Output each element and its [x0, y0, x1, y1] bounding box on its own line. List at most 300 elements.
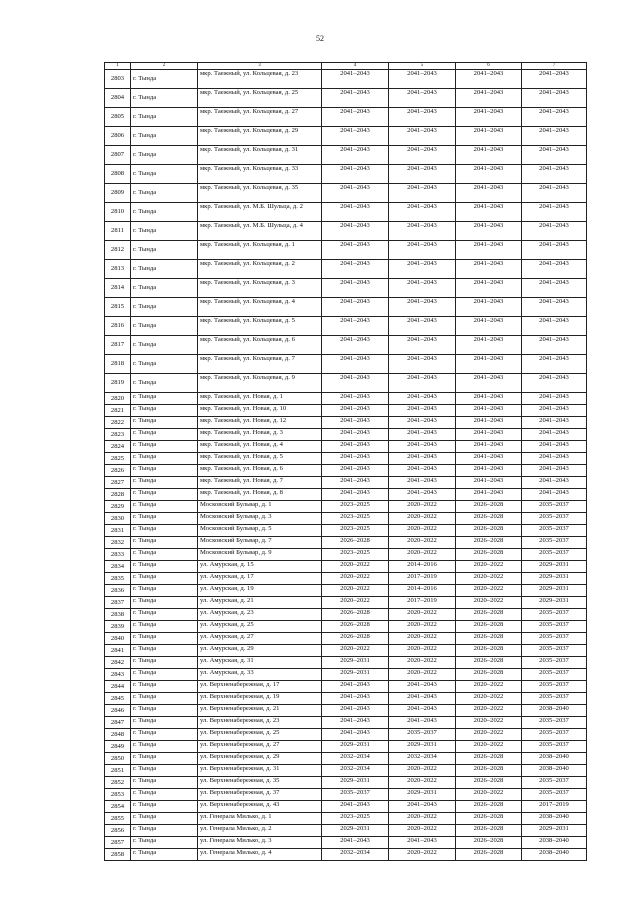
period-col4-cell: 2041–2043 [322, 393, 389, 405]
period-col5-cell: 2014–2016 [389, 585, 456, 597]
table-row [105, 681, 587, 693]
period-col5-cell: 2041–2043 [389, 203, 456, 222]
row-number-cell: 2858 [105, 849, 131, 861]
city-cell: г. Тында [131, 127, 198, 146]
header-cell: 2 [131, 63, 198, 70]
period-col6-cell: 2041–2043 [456, 127, 522, 146]
period-col7-cell: 2041–2043 [522, 465, 587, 477]
period-col6-cell: 2041–2043 [456, 393, 522, 405]
period-col7-cell: 2041–2043 [522, 165, 587, 184]
address-cell: мкр. Таежный, ул. Новая, д. 12 [198, 417, 322, 429]
period-col6-cell: 2020–2022 [456, 729, 522, 741]
period-col6-cell: 2041–2043 [456, 241, 522, 260]
address-cell: Московский Бульвар, д. 7 [198, 537, 322, 549]
period-col4-cell: 2041–2043 [322, 681, 389, 693]
period-col4-cell: 2041–2043 [322, 717, 389, 729]
period-col6-cell: 2041–2043 [456, 184, 522, 203]
period-col6-cell: 2020–2022 [456, 741, 522, 753]
row-number-cell: 2821 [105, 405, 131, 417]
period-col5-cell: 2041–2043 [389, 681, 456, 693]
table-row [105, 429, 587, 441]
period-col4-cell: 2029–2031 [322, 741, 389, 753]
table-row [105, 729, 587, 741]
row-number-cell: 2844 [105, 681, 131, 693]
table-row [105, 597, 587, 609]
address-cell: мкр. Таежный, ул. Новая, д. 3 [198, 429, 322, 441]
row-number-cell: 2828 [105, 489, 131, 501]
period-col5-cell: 2041–2043 [389, 298, 456, 317]
period-col7-cell: 2041–2043 [522, 146, 587, 165]
period-col7-cell: 2035–2037 [522, 609, 587, 621]
period-col5-cell: 2017–2019 [389, 597, 456, 609]
table-row [105, 374, 587, 393]
table-row [105, 657, 587, 669]
period-col4-cell: 2023–2025 [322, 549, 389, 561]
city-cell: г. Тында [131, 585, 198, 597]
period-col4-cell: 2026–2028 [322, 537, 389, 549]
row-number-cell: 2850 [105, 753, 131, 765]
period-col6-cell: 2041–2043 [456, 405, 522, 417]
header-cell: 4 [322, 63, 389, 70]
row-number-cell: 2827 [105, 477, 131, 489]
city-cell: г. Тында [131, 477, 198, 489]
period-col6-cell: 2026–2028 [456, 777, 522, 789]
period-col4-cell: 2041–2043 [322, 705, 389, 717]
table-row [105, 89, 587, 108]
period-col7-cell: 2041–2043 [522, 241, 587, 260]
address-cell: ул. Амурская, д. 17 [198, 573, 322, 585]
address-cell: мкр. Таежный, ул. Новая, д. 6 [198, 465, 322, 477]
table-row [105, 108, 587, 127]
header-cell: 6 [456, 63, 522, 70]
row-number-cell: 2810 [105, 203, 131, 222]
period-col4-cell: 2041–2043 [322, 127, 389, 146]
period-col7-cell: 2017–2019 [522, 801, 587, 813]
period-col5-cell: 2020–2022 [389, 813, 456, 825]
city-cell: г. Тында [131, 417, 198, 429]
period-col6-cell: 2026–2028 [456, 765, 522, 777]
period-col6-cell: 2041–2043 [456, 279, 522, 298]
address-cell: мкр. Таежный, ул. Кольцевая, д. 4 [198, 298, 322, 317]
address-cell: мкр. Таежный, ул. Кольцевая, д. 33 [198, 165, 322, 184]
period-col4-cell: 2041–2043 [322, 241, 389, 260]
address-cell: ул. Верхненабережная, д. 35 [198, 777, 322, 789]
address-cell: мкр. Таежный, ул. Кольцевая, д. 5 [198, 317, 322, 336]
table-row [105, 765, 587, 777]
table-row [105, 393, 587, 405]
period-col5-cell: 2041–2043 [389, 241, 456, 260]
table-row [105, 705, 587, 717]
period-col5-cell: 2041–2043 [389, 705, 456, 717]
period-col4-cell: 2035–2037 [322, 789, 389, 801]
row-number-cell: 2825 [105, 453, 131, 465]
period-col6-cell: 2020–2022 [456, 789, 522, 801]
city-cell: г. Тында [131, 561, 198, 573]
table-row [105, 669, 587, 681]
table-row [105, 777, 587, 789]
period-col5-cell: 2041–2043 [389, 429, 456, 441]
period-col5-cell: 2041–2043 [389, 453, 456, 465]
period-col5-cell: 2041–2043 [389, 417, 456, 429]
period-col5-cell: 2020–2022 [389, 657, 456, 669]
row-number-cell: 2831 [105, 525, 131, 537]
period-col7-cell: 2041–2043 [522, 405, 587, 417]
row-number-cell: 2817 [105, 336, 131, 355]
address-cell: мкр. Таежный, ул. Новая, д. 4 [198, 441, 322, 453]
table-row [105, 203, 587, 222]
period-col7-cell: 2041–2043 [522, 127, 587, 146]
period-col4-cell: 2041–2043 [322, 203, 389, 222]
period-col7-cell: 2038–2040 [522, 753, 587, 765]
address-cell: мкр. Таежный, ул. Кольцевая, д. 6 [198, 336, 322, 355]
city-cell: г. Тында [131, 317, 198, 336]
period-col5-cell: 2020–2022 [389, 525, 456, 537]
period-col4-cell: 2041–2043 [322, 165, 389, 184]
row-number-cell: 2835 [105, 573, 131, 585]
city-cell: г. Тында [131, 393, 198, 405]
period-col7-cell: 2041–2043 [522, 393, 587, 405]
period-col4-cell: 2041–2043 [322, 336, 389, 355]
city-cell: г. Тында [131, 374, 198, 393]
table-row [105, 621, 587, 633]
city-cell: г. Тында [131, 837, 198, 849]
period-col5-cell: 2041–2043 [389, 355, 456, 374]
address-cell: ул. Амурская, д. 31 [198, 657, 322, 669]
period-col5-cell: 2029–2031 [389, 789, 456, 801]
period-col6-cell: 2026–2028 [456, 537, 522, 549]
period-col7-cell: 2041–2043 [522, 317, 587, 336]
row-number-cell: 2816 [105, 317, 131, 336]
period-col6-cell: 2026–2028 [456, 501, 522, 513]
city-cell: г. Тында [131, 777, 198, 789]
city-cell: г. Тында [131, 621, 198, 633]
period-col7-cell: 2041–2043 [522, 260, 587, 279]
period-col6-cell: 2041–2043 [456, 70, 522, 89]
city-cell: г. Тында [131, 633, 198, 645]
table-row [105, 222, 587, 241]
row-number-cell: 2805 [105, 108, 131, 127]
period-col7-cell: 2041–2043 [522, 429, 587, 441]
table-row [105, 260, 587, 279]
period-col7-cell: 2038–2040 [522, 813, 587, 825]
address-cell: ул. Верхненабережная, д. 29 [198, 753, 322, 765]
address-cell: ул. Амурская, д. 21 [198, 597, 322, 609]
table-row [105, 789, 587, 801]
period-col4-cell: 2020–2022 [322, 561, 389, 573]
header-cell: 7 [522, 63, 587, 70]
period-col6-cell: 2041–2043 [456, 374, 522, 393]
row-number-cell: 2829 [105, 501, 131, 513]
period-col4-cell: 2020–2022 [322, 597, 389, 609]
row-number-cell: 2856 [105, 825, 131, 837]
period-col5-cell: 2029–2031 [389, 741, 456, 753]
period-col6-cell: 2020–2022 [456, 561, 522, 573]
period-col5-cell: 2020–2022 [389, 645, 456, 657]
period-col6-cell: 2026–2028 [456, 837, 522, 849]
row-number-cell: 2808 [105, 165, 131, 184]
address-cell: мкр. Таежный, ул. Кольцевая, д. 2 [198, 260, 322, 279]
period-col4-cell: 2041–2043 [322, 489, 389, 501]
address-cell: мкр. Таежный, ул. Кольцевая, д. 23 [198, 70, 322, 89]
address-cell: ул. Амурская, д. 23 [198, 609, 322, 621]
city-cell: г. Тында [131, 789, 198, 801]
period-col7-cell: 2041–2043 [522, 336, 587, 355]
period-col5-cell: 2020–2022 [389, 549, 456, 561]
period-col6-cell: 2041–2043 [456, 429, 522, 441]
period-col6-cell: 2041–2043 [456, 203, 522, 222]
address-cell: мкр. Таежный, ул. Кольцевая, д. 1 [198, 241, 322, 260]
table-row [105, 477, 587, 489]
city-cell: г. Тында [131, 609, 198, 621]
period-col5-cell: 2041–2043 [389, 693, 456, 705]
table-row [105, 753, 587, 765]
table-row [105, 489, 587, 501]
period-col7-cell: 2029–2031 [522, 585, 587, 597]
period-col7-cell: 2035–2037 [522, 645, 587, 657]
period-col7-cell: 2038–2040 [522, 849, 587, 861]
period-col7-cell: 2035–2037 [522, 741, 587, 753]
period-col6-cell: 2026–2028 [456, 609, 522, 621]
table-row [105, 813, 587, 825]
period-col6-cell: 2041–2043 [456, 453, 522, 465]
period-col7-cell: 2029–2031 [522, 573, 587, 585]
address-cell: ул. Верхненабережная, д. 27 [198, 741, 322, 753]
row-number-cell: 2847 [105, 717, 131, 729]
period-col5-cell: 2020–2022 [389, 501, 456, 513]
city-cell: г. Тында [131, 489, 198, 501]
header-cell: 5 [389, 63, 456, 70]
address-cell: ул. Амурская, д. 15 [198, 561, 322, 573]
table-row [105, 801, 587, 813]
period-col6-cell: 2041–2043 [456, 298, 522, 317]
table-row [105, 317, 587, 336]
period-col4-cell: 2041–2043 [322, 729, 389, 741]
period-col7-cell: 2035–2037 [522, 681, 587, 693]
period-col4-cell: 2026–2028 [322, 633, 389, 645]
table-row [105, 501, 587, 513]
table-row [105, 693, 587, 705]
city-cell: г. Тында [131, 298, 198, 317]
table-row [105, 573, 587, 585]
table-row [105, 279, 587, 298]
table-row [105, 441, 587, 453]
period-col6-cell: 2020–2022 [456, 597, 522, 609]
city-cell: г. Тында [131, 184, 198, 203]
period-col4-cell: 2029–2031 [322, 825, 389, 837]
row-number-cell: 2826 [105, 465, 131, 477]
table-row [105, 741, 587, 753]
period-col4-cell: 2041–2043 [322, 429, 389, 441]
period-col6-cell: 2026–2028 [456, 669, 522, 681]
period-col4-cell: 2041–2043 [322, 465, 389, 477]
address-cell: мкр. Таежный, ул. Новая, д. 1 [198, 393, 322, 405]
row-number-cell: 2836 [105, 585, 131, 597]
table-row [105, 825, 587, 837]
period-col4-cell: 2029–2031 [322, 669, 389, 681]
address-cell: мкр. Таежный, ул. Кольцевая, д. 31 [198, 146, 322, 165]
row-number-cell: 2822 [105, 417, 131, 429]
city-cell: г. Тында [131, 146, 198, 165]
period-col4-cell: 2041–2043 [322, 279, 389, 298]
city-cell: г. Тында [131, 513, 198, 525]
period-col6-cell: 2026–2028 [456, 645, 522, 657]
row-number-cell: 2830 [105, 513, 131, 525]
period-col6-cell: 2020–2022 [456, 573, 522, 585]
period-col5-cell: 2035–2037 [389, 729, 456, 741]
address-cell: мкр. Таежный, ул. М.Б. Шульца, д. 2 [198, 203, 322, 222]
period-col7-cell: 2041–2043 [522, 184, 587, 203]
period-col5-cell: 2041–2043 [389, 489, 456, 501]
period-col4-cell: 2041–2043 [322, 693, 389, 705]
city-cell: г. Тында [131, 203, 198, 222]
city-cell: г. Тында [131, 681, 198, 693]
period-col5-cell: 2041–2043 [389, 336, 456, 355]
period-col7-cell: 2035–2037 [522, 537, 587, 549]
period-col4-cell: 2020–2022 [322, 573, 389, 585]
period-col5-cell: 2020–2022 [389, 765, 456, 777]
period-col4-cell: 2041–2043 [322, 317, 389, 336]
period-col7-cell: 2041–2043 [522, 417, 587, 429]
address-cell: мкр. Таежный, ул. Кольцевая, д. 35 [198, 184, 322, 203]
period-col7-cell: 2041–2043 [522, 89, 587, 108]
address-cell: Московский Бульвар, д. 1 [198, 501, 322, 513]
table-row [105, 633, 587, 645]
period-col7-cell: 2038–2040 [522, 705, 587, 717]
address-cell: ул. Генерала Милько, д. 2 [198, 825, 322, 837]
city-cell: г. Тында [131, 825, 198, 837]
table-row [105, 609, 587, 621]
period-col4-cell: 2026–2028 [322, 621, 389, 633]
city-cell: г. Тында [131, 741, 198, 753]
period-col7-cell: 2035–2037 [522, 513, 587, 525]
address-cell: ул. Верхненабережная, д. 31 [198, 765, 322, 777]
address-cell: мкр. Таежный, ул. Кольцевая, д. 29 [198, 127, 322, 146]
period-col6-cell: 2026–2028 [456, 813, 522, 825]
address-cell: ул. Верхненабережная, д. 37 [198, 789, 322, 801]
period-col4-cell: 2032–2034 [322, 765, 389, 777]
period-col5-cell: 2041–2043 [389, 146, 456, 165]
row-number-cell: 2854 [105, 801, 131, 813]
period-col5-cell: 2020–2022 [389, 633, 456, 645]
period-col7-cell: 2041–2043 [522, 453, 587, 465]
address-cell: ул. Верхненабережная, д. 25 [198, 729, 322, 741]
row-number-cell: 2857 [105, 837, 131, 849]
city-cell: г. Тында [131, 573, 198, 585]
period-col7-cell: 2035–2037 [522, 729, 587, 741]
period-col5-cell: 2041–2043 [389, 405, 456, 417]
period-col7-cell: 2041–2043 [522, 108, 587, 127]
address-cell: мкр. Таежный, ул. Кольцевая, д. 7 [198, 355, 322, 374]
city-cell: г. Тында [131, 441, 198, 453]
period-col4-cell: 2041–2043 [322, 222, 389, 241]
period-col7-cell: 2041–2043 [522, 374, 587, 393]
period-col5-cell: 2017–2019 [389, 573, 456, 585]
period-col7-cell: 2035–2037 [522, 789, 587, 801]
period-col4-cell: 2041–2043 [322, 70, 389, 89]
table-row [105, 417, 587, 429]
address-cell: мкр. Таежный, ул. Новая, д. 5 [198, 453, 322, 465]
period-col5-cell: 2041–2043 [389, 717, 456, 729]
city-cell: г. Тында [131, 501, 198, 513]
period-col5-cell: 2020–2022 [389, 849, 456, 861]
period-col5-cell: 2020–2022 [389, 669, 456, 681]
period-col6-cell: 2041–2043 [456, 165, 522, 184]
table-row [105, 525, 587, 537]
period-col4-cell: 2023–2025 [322, 501, 389, 513]
table-row [105, 717, 587, 729]
period-col4-cell: 2041–2043 [322, 441, 389, 453]
period-col4-cell: 2023–2025 [322, 813, 389, 825]
period-col6-cell: 2041–2043 [456, 441, 522, 453]
table-row [105, 537, 587, 549]
period-col5-cell: 2041–2043 [389, 837, 456, 849]
period-col7-cell: 2041–2043 [522, 489, 587, 501]
table-row [105, 561, 587, 573]
period-col7-cell: 2035–2037 [522, 693, 587, 705]
row-number-cell: 2818 [105, 355, 131, 374]
city-cell: г. Тында [131, 717, 198, 729]
table-row [105, 298, 587, 317]
period-col5-cell: 2020–2022 [389, 825, 456, 837]
period-col6-cell: 2041–2043 [456, 465, 522, 477]
address-cell: ул. Генерала Милько, д. 3 [198, 837, 322, 849]
table-row [105, 837, 587, 849]
period-col4-cell: 2041–2043 [322, 146, 389, 165]
period-col7-cell: 2035–2037 [522, 777, 587, 789]
period-col6-cell: 2041–2043 [456, 317, 522, 336]
address-cell: Московский Бульвар, д. 5 [198, 525, 322, 537]
city-cell: г. Тында [131, 525, 198, 537]
period-col5-cell: 2041–2043 [389, 127, 456, 146]
header-cell: 1 [105, 63, 131, 70]
period-col6-cell: 2020–2022 [456, 717, 522, 729]
schedule-table [104, 62, 587, 861]
period-col5-cell: 2041–2043 [389, 70, 456, 89]
address-cell: ул. Верхненабережная, д. 17 [198, 681, 322, 693]
period-col6-cell: 2020–2022 [456, 585, 522, 597]
address-cell: мкр. Таежный, ул. Кольцевая, д. 27 [198, 108, 322, 127]
period-col4-cell: 2041–2043 [322, 477, 389, 489]
row-number-cell: 2839 [105, 621, 131, 633]
table-row [105, 355, 587, 374]
row-number-cell: 2811 [105, 222, 131, 241]
period-col7-cell: 2041–2043 [522, 477, 587, 489]
city-cell: г. Тында [131, 645, 198, 657]
period-col4-cell: 2041–2043 [322, 801, 389, 813]
period-col5-cell: 2041–2043 [389, 184, 456, 203]
city-cell: г. Тында [131, 549, 198, 561]
period-col7-cell: 2038–2040 [522, 837, 587, 849]
period-col6-cell: 2041–2043 [456, 146, 522, 165]
period-col6-cell: 2026–2028 [456, 657, 522, 669]
city-cell: г. Тында [131, 849, 198, 861]
period-col5-cell: 2041–2043 [389, 374, 456, 393]
period-col7-cell: 2029–2031 [522, 597, 587, 609]
period-col6-cell: 2020–2022 [456, 681, 522, 693]
period-col7-cell: 2029–2031 [522, 825, 587, 837]
period-col4-cell: 2041–2043 [322, 298, 389, 317]
city-cell: г. Тында [131, 355, 198, 374]
city-cell: г. Тында [131, 693, 198, 705]
period-col6-cell: 2041–2043 [456, 489, 522, 501]
period-col6-cell: 2041–2043 [456, 355, 522, 374]
row-number-cell: 2832 [105, 537, 131, 549]
city-cell: г. Тында [131, 669, 198, 681]
table-row [105, 184, 587, 203]
city-cell: г. Тында [131, 801, 198, 813]
period-col4-cell: 2041–2043 [322, 355, 389, 374]
city-cell: г. Тында [131, 70, 198, 89]
